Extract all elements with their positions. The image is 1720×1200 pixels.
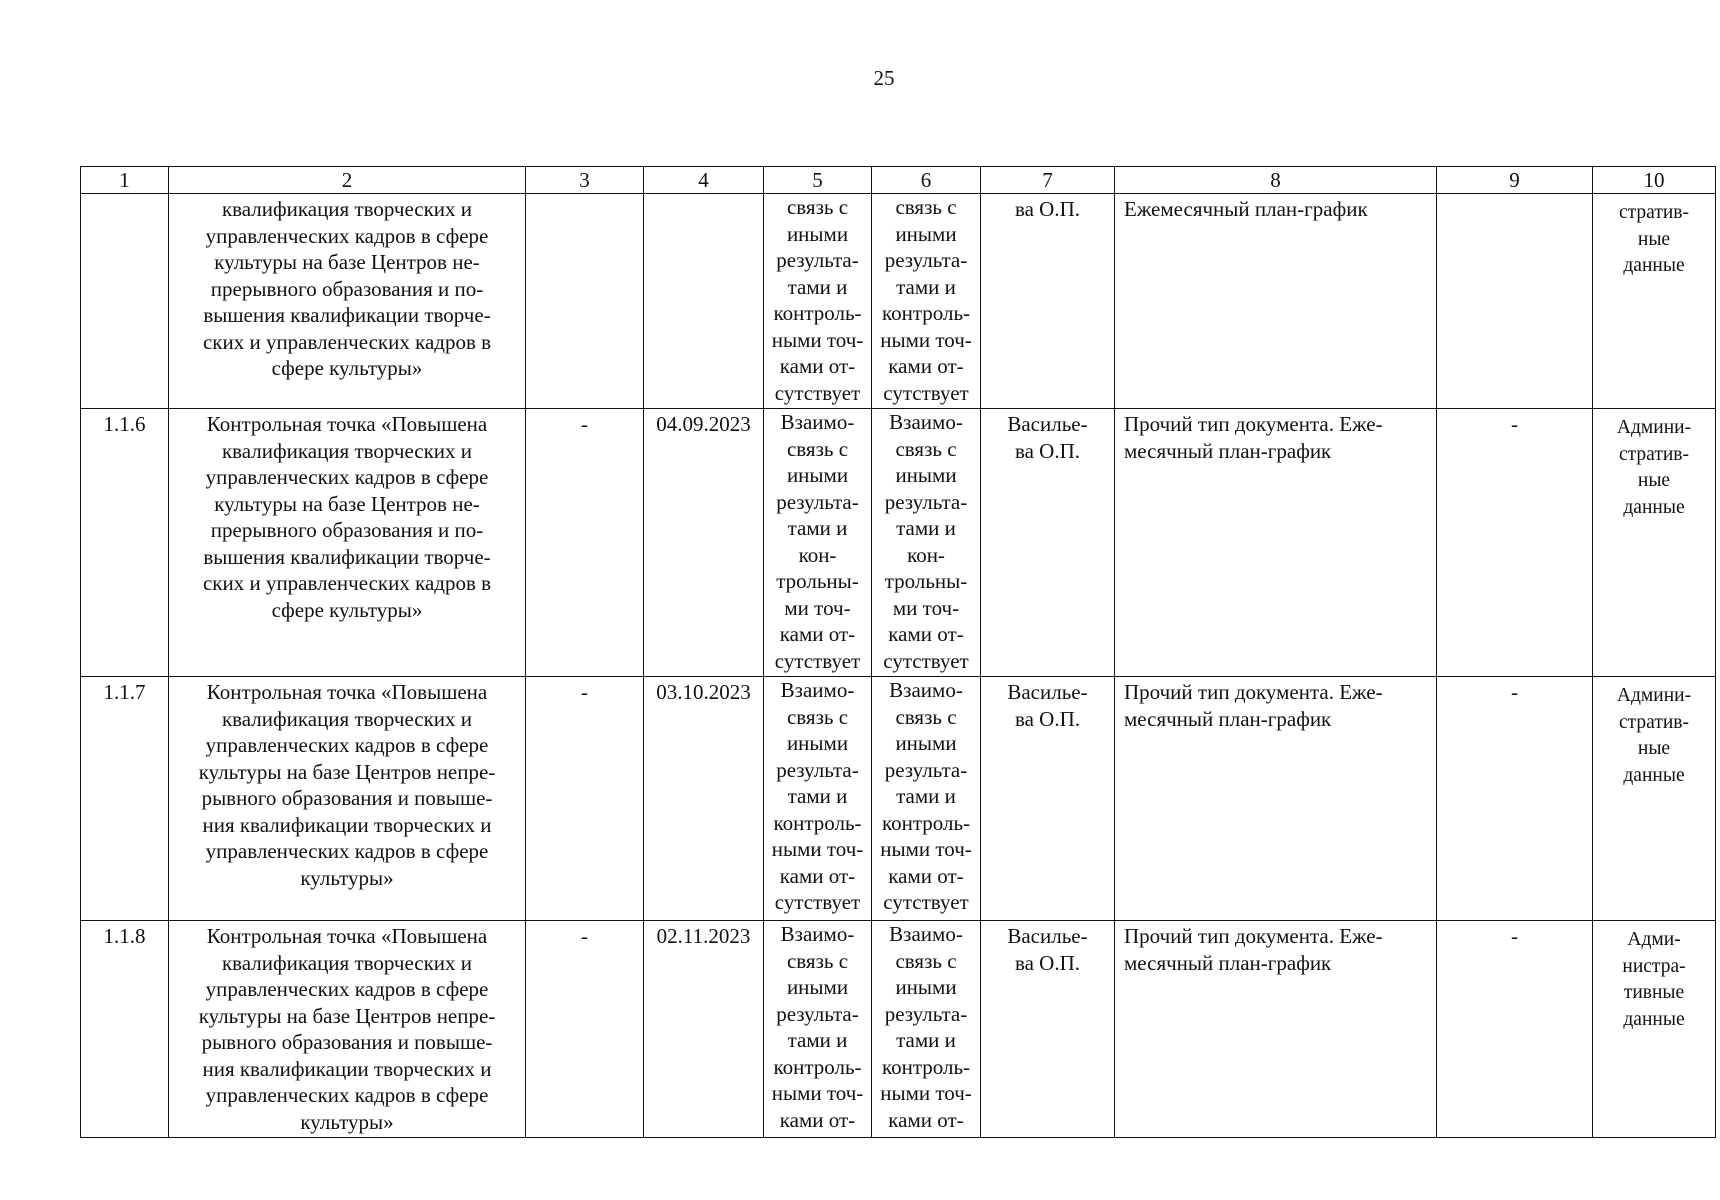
data-source-cell (1593, 409, 1716, 677)
column-header-9: 9 (1437, 167, 1593, 194)
control-point-name: Контрольная точка «Повышена квалификация творческих и управленческих кадров в сфере культуры на базе Центров непре- рывного образования и повыше- ния квалификации творческих и управленческих кадров в сфере культуры» (198, 924, 496, 1134)
control-point-name-cell (169, 677, 526, 921)
page-number: 25 (873, 66, 895, 90)
responsible-cell (981, 677, 1115, 921)
control-point-name: квалификация творческих и управленческих кадров в сфере культуры на базе Центров не- прерывного образования и по- вышения квалификации творче- ских и управленческих кадров в сфере культуры» (202, 197, 492, 380)
relation-text-2: Взаимо- связь с иными результа- тами и контроль- ными точ- ками от- сутствует (880, 678, 972, 914)
data-source-cell (1593, 194, 1716, 409)
col9-cell (1437, 409, 1593, 677)
relation-cell (764, 677, 872, 921)
column-header-7: 7 (981, 167, 1115, 194)
relation-cell (764, 921, 872, 1138)
relation-cell-2 (872, 921, 981, 1138)
table-row (81, 409, 1716, 677)
relation-cell-2 (872, 409, 981, 677)
completion-date: 02.11.2023 (656, 924, 751, 948)
table-row (81, 921, 1716, 1138)
responsible-person: Василье- ва О.П. (1007, 924, 1088, 975)
relation-cell (764, 409, 872, 677)
col3-cell (526, 921, 644, 1138)
column-header-8: 8 (1115, 167, 1437, 194)
data-source: Админи- стратив- ные данные (1616, 417, 1692, 518)
relation-text: связь с иными результа- тами и контроль- ными точ- ками от- сутствует (771, 195, 864, 405)
control-point-name: Контрольная точка «Повышена квалификация творческих и управленческих кадров в сфере культуры на базе Центров непре- рывного образования и повыше- ния квалификации творческих и управленческих кадров в сфере культуры» (198, 680, 496, 890)
data-source: Админи- стратив- ные данные (1616, 685, 1692, 786)
completion-date (647, 194, 760, 196)
relation-text: Взаимо- связь с иными результа- тами и контроль- ными точ- ками от- (771, 922, 864, 1132)
control-point-name-cell (169, 194, 526, 409)
date-cell (644, 921, 764, 1138)
relation-text-2: Взаимо- связь с иными результа- тами и кон- трольны- ми точ- ками от- сутствует (883, 410, 969, 673)
column-header-4: 4 (644, 167, 764, 194)
relation-text-2: Взаимо- связь с иными результа- тами и контроль- ными точ- ками от- (880, 922, 972, 1132)
column-header-10: 10 (1593, 167, 1716, 194)
control-point-name-cell (169, 921, 526, 1138)
col9-cell (1437, 677, 1593, 921)
document-type-cell (1115, 409, 1437, 677)
col9-value: - (1511, 924, 1518, 948)
responsible-cell (981, 194, 1115, 409)
document-type-cell (1115, 921, 1437, 1138)
responsible-cell (981, 409, 1115, 677)
column-header-2: 2 (169, 167, 526, 194)
column-header-3: 3 (526, 167, 644, 194)
row-number: 1.1.7 (103, 680, 146, 704)
completion-date: 04.09.2023 (656, 412, 751, 436)
relation-cell-2 (872, 194, 981, 409)
row-number-cell (81, 409, 169, 677)
row-number (84, 194, 165, 196)
document-type-cell (1115, 194, 1437, 409)
table-row (81, 194, 1716, 409)
date-cell (644, 194, 764, 409)
column-header-row (81, 167, 1716, 194)
col3-value (529, 194, 640, 196)
column-header-1: 1 (81, 167, 169, 194)
relation-cell-2 (872, 677, 981, 921)
col3-value: - (581, 924, 588, 948)
row-number-cell (81, 677, 169, 921)
relation-text-2: связь с иными результа- тами и контроль- ными точ- ками от- сутствует (880, 195, 972, 405)
document-type: Прочий тип документа. Еже- месячный план-график (1124, 924, 1383, 975)
row-number-cell (81, 194, 169, 409)
responsible-person: Василье- ва О.П. (1007, 680, 1088, 731)
date-cell (644, 677, 764, 921)
data-source-cell (1593, 921, 1716, 1138)
document-type: Прочий тип документа. Еже- месячный план-график (1124, 680, 1383, 731)
relation-text: Взаимо- связь с иными результа- тами и кон- трольны- ми точ- ками от- сутствует (774, 410, 861, 673)
control-points-table (80, 166, 1716, 1138)
col9-cell (1437, 194, 1593, 409)
date-cell (644, 409, 764, 677)
relation-cell (764, 194, 872, 409)
col3-value: - (581, 412, 588, 436)
responsible-person: ва О.П. (1014, 197, 1081, 221)
column-header-6: 6 (872, 167, 981, 194)
row-number: 1.1.8 (103, 924, 146, 948)
col3-cell (526, 194, 644, 409)
control-point-name: Контрольная точка «Повышена квалификация творческих и управленческих кадров в сфере культуры на базе Центров не- прерывного образования и по- вышения квалификации творче- ских и управленческих кадров в сфере культуры» (202, 412, 492, 622)
control-point-name-cell (169, 409, 526, 677)
data-source: стратив- ные данные (1619, 202, 1689, 276)
document-type: Прочий тип документа. Еже- месячный план-график (1124, 412, 1383, 463)
data-source: Адми- нистра- тивные данные (1622, 929, 1686, 1030)
responsible-person: Василье- ва О.П. (1007, 412, 1088, 463)
table-row (81, 677, 1716, 921)
col3-cell (526, 677, 644, 921)
row-number-cell (81, 921, 169, 1138)
col3-cell (526, 409, 644, 677)
col9-value: - (1511, 412, 1518, 436)
document-type: Ежемесячный план-график (1124, 197, 1368, 221)
relation-text: Взаимо- связь с иными результа- тами и контроль- ными точ- ками от- сутствует (771, 678, 864, 914)
col3-value: - (581, 680, 588, 704)
column-header-5: 5 (764, 167, 872, 194)
responsible-cell (981, 921, 1115, 1138)
col9-value (1440, 194, 1589, 196)
row-number: 1.1.6 (103, 412, 146, 436)
col9-value: - (1511, 680, 1518, 704)
document-type-cell (1115, 677, 1437, 921)
data-source-cell (1593, 677, 1716, 921)
completion-date: 03.10.2023 (656, 680, 751, 704)
col9-cell (1437, 921, 1593, 1138)
